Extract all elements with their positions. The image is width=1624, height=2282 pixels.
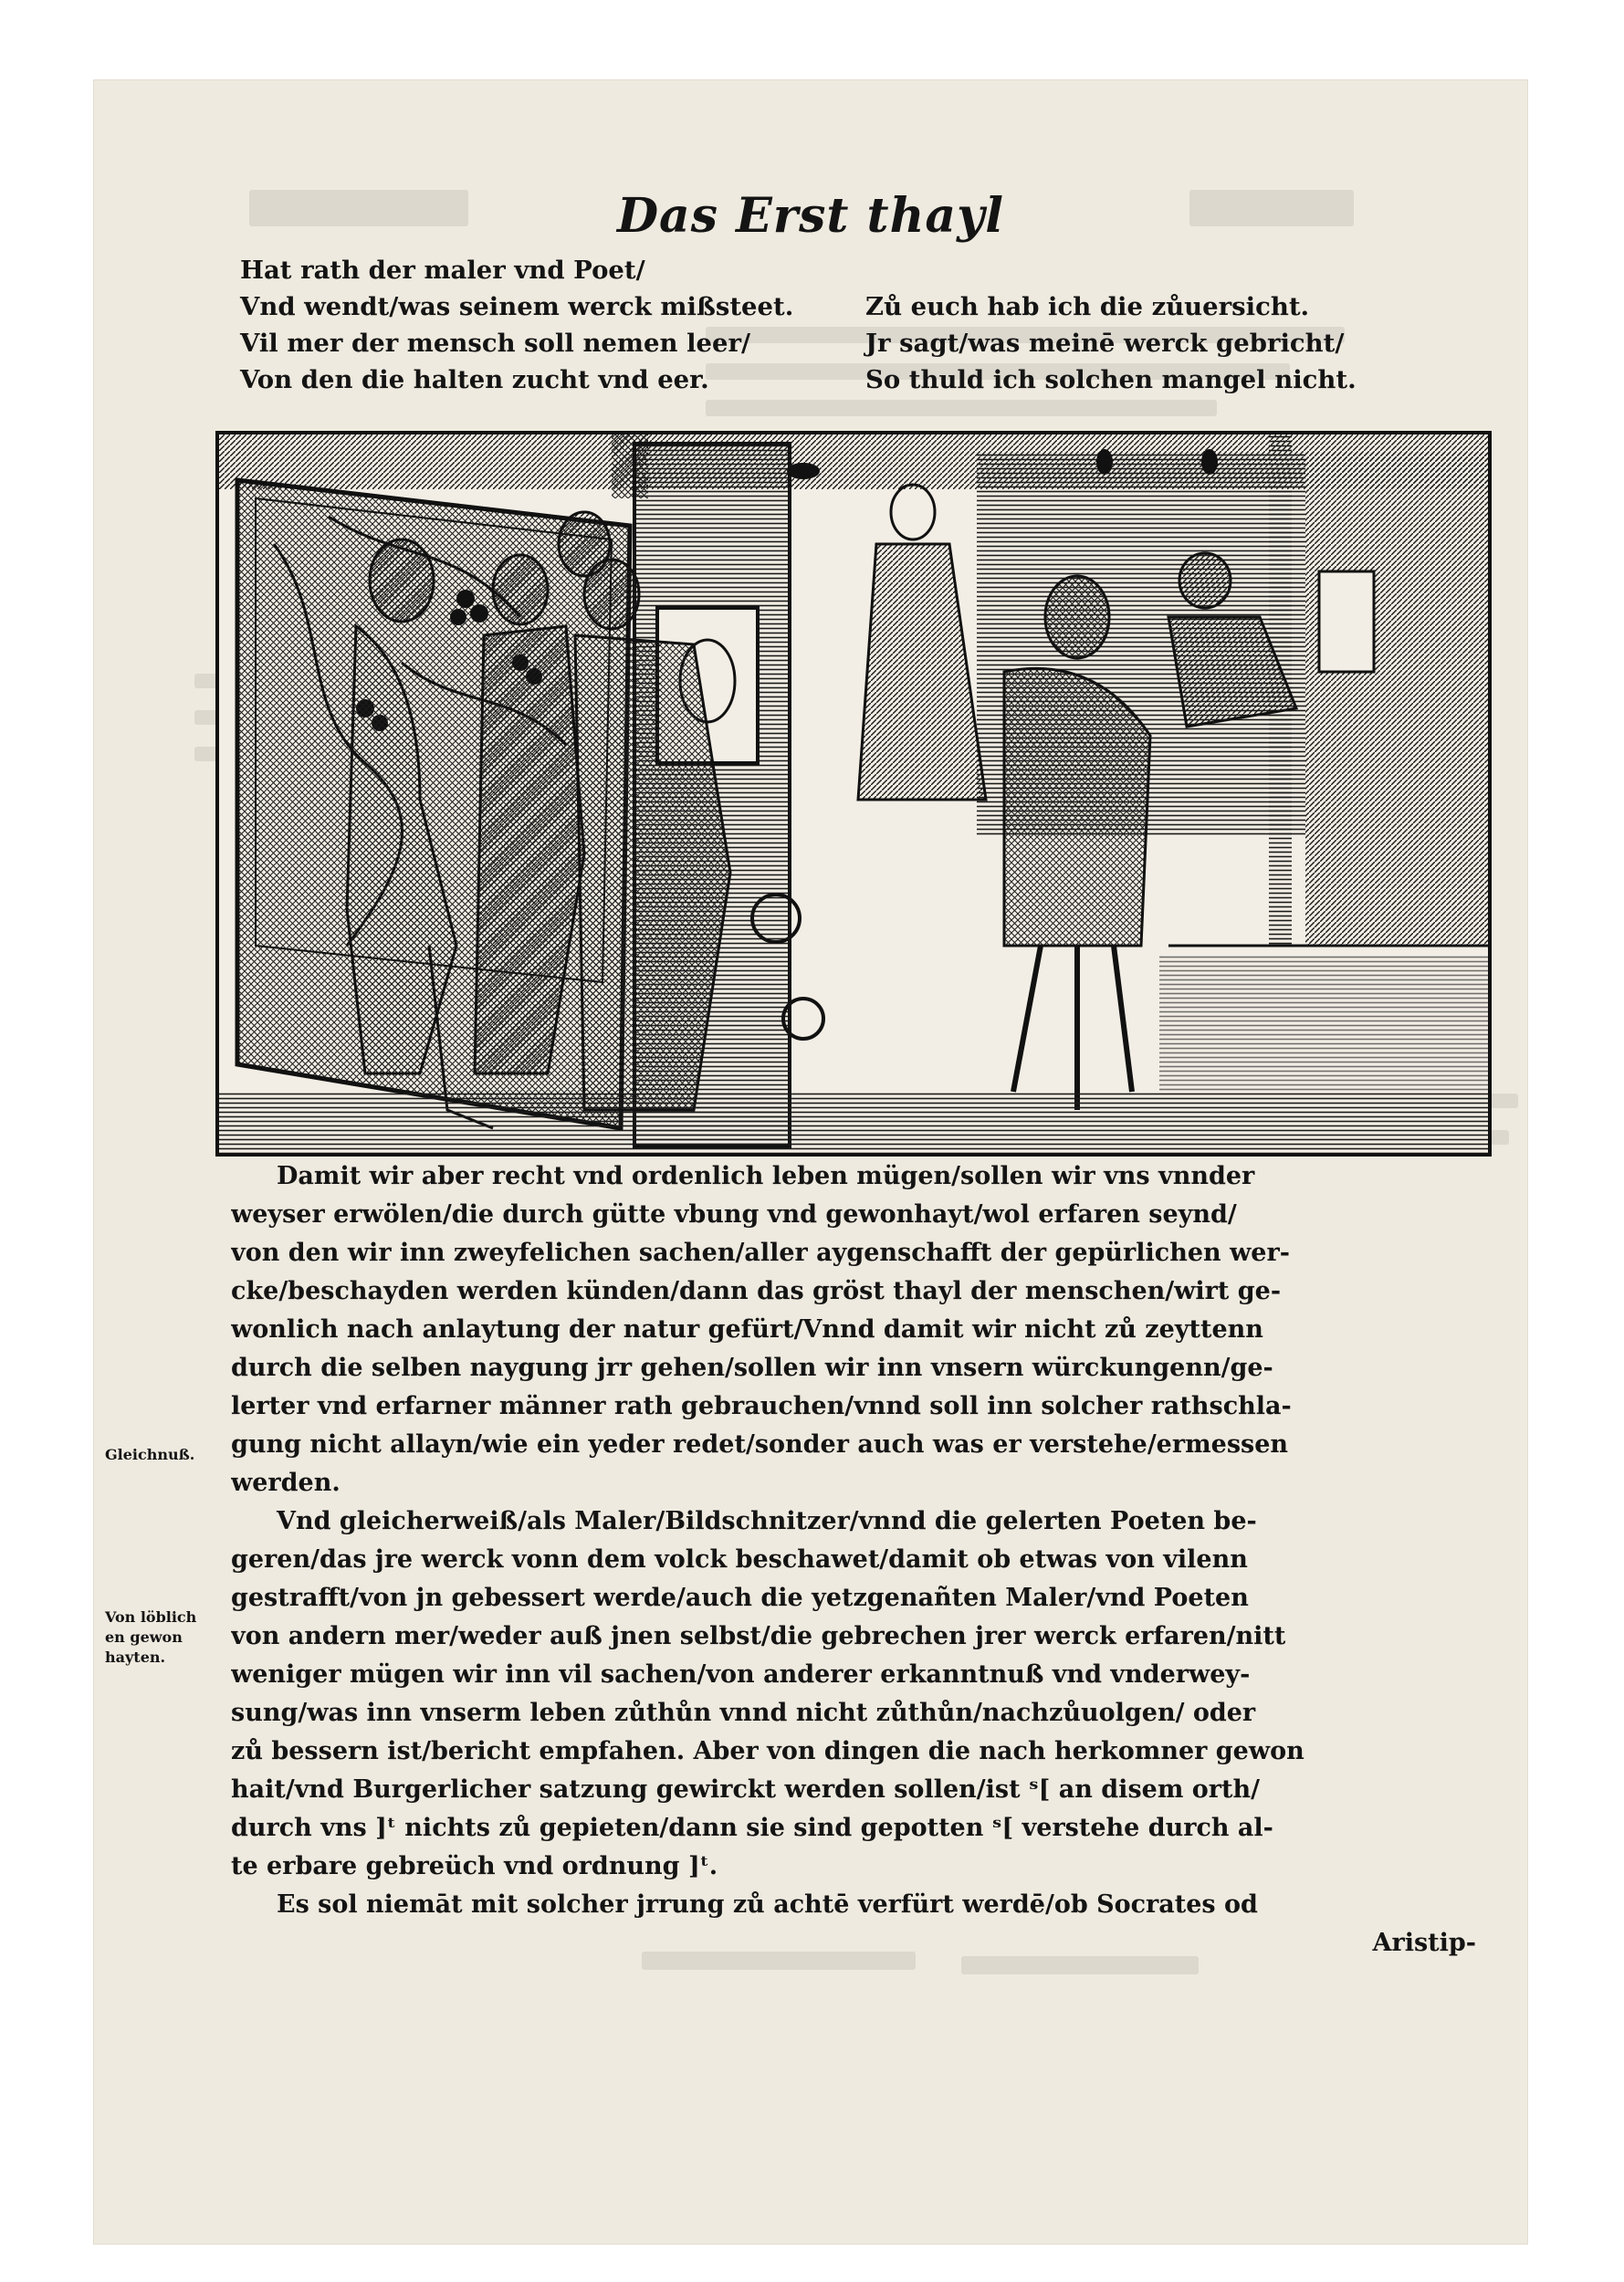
- text-line: cke/beschayden werden künden/dann das gröst thayl der menschen/wirt ge-: [231, 1277, 1282, 1305]
- book-page: [94, 80, 1527, 2244]
- text-line: durch die selben naygung jrr gehen/sollen wir inn vnsern würckungenn/ge-: [231, 1354, 1273, 1382]
- verse-row: [240, 252, 1482, 288]
- woodcut-image: [219, 434, 1488, 1153]
- text-line: Vnd gleicherweiß/als Maler/Bildschnitzer/vnnd die gelerten Poeten be-: [277, 1507, 1257, 1535]
- text-line: weniger mügen wir inn vil sachen/von anderer erkanntnuß vnd vnderwey-: [231, 1660, 1251, 1689]
- text-line: gung nicht allayn/wie ein yeder redet/sonder auch was er verstehe/ermessen: [231, 1430, 1289, 1459]
- text-line: zů bessern ist/bericht empfahen. Aber von dingen die nach herkomner gewon: [231, 1737, 1304, 1765]
- text-line: hait/vnd Burgerlicher satzung gewirckt werden sollen/ist ˢ[ an disem orth/: [231, 1775, 1260, 1804]
- verse-left: Von den die halten zucht vnd eer.: [240, 365, 709, 394]
- verse-right: Jr sagt/was meinē werck gebricht/: [865, 329, 1345, 358]
- margin-note: Von löblich en gewon hayten.: [105, 1608, 197, 1666]
- verse-block: [240, 252, 1482, 398]
- woodcut-illustration: [215, 431, 1492, 1157]
- text-line: durch vns ]ᵗ nichts zů gepieten/dann sie sind gepotten ˢ[ verstehe durch al-: [231, 1814, 1273, 1842]
- text-line: weyser erwölen/die durch gütte vbung vnd gewonhayt/wol erfaren seynd/: [231, 1200, 1237, 1229]
- verse-right: Zů euch hab ich die zůuersicht.: [865, 292, 1310, 321]
- text-line: Es sol niemāt mit solcher jrrung zů achtē verfürt werdē/ob Socrates od: [277, 1890, 1258, 1919]
- running-head: Das Erst thayl: [616, 188, 1005, 244]
- text-line: werden.: [231, 1469, 341, 1497]
- verse-row: [240, 361, 1482, 398]
- text-line: Damit wir aber recht vnd ordenlich leben mügen/sollen wir vns vnnder: [277, 1162, 1255, 1190]
- catchword: Aristip-: [1372, 1929, 1476, 1957]
- body-text: [231, 1157, 1485, 1963]
- verse-left: Hat rath der maler vnd Poet/: [240, 256, 645, 285]
- verse-left: Vnd wendt/was seinem werck mißsteet.: [240, 292, 794, 321]
- margin-note: Gleichnuß.: [105, 1446, 195, 1463]
- verse-right: So thuld ich solchen mangel nicht.: [865, 365, 1357, 394]
- text-line: te erbare gebreüch vnd ordnung ]ᵗ.: [231, 1852, 718, 1880]
- verse-row: [240, 288, 1482, 325]
- text-line: lerter vnd erfarner männer rath gebrauchen/vnnd soll inn solcher rathschla-: [231, 1392, 1292, 1420]
- verse-left: Vil mer der mensch soll nemen leer/: [240, 329, 751, 358]
- text-line: gestrafft/von jn gebessert werde/auch die yetzgenañten Maler/vnd Poeten: [231, 1584, 1249, 1612]
- text-line: sung/was inn vnserm leben zůthůn vnnd nicht zůthůn/nachzůuolgen/ oder: [231, 1699, 1256, 1727]
- text-line: wonlich nach anlaytung der natur gefürt/Vnnd damit wir nicht zů zeyttenn: [231, 1315, 1263, 1344]
- text-line: von andern mer/weder auß jnen selbst/die gebrechen jrer werck erfaren/nitt: [231, 1622, 1286, 1650]
- text-line: von den wir inn zweyfelichen sachen/aller aygenschafft der gepürlichen wer-: [231, 1239, 1290, 1267]
- text-line: geren/das jre werck vonn dem volck beschawet/damit ob etwas von vilenn: [231, 1545, 1248, 1574]
- verse-row: [240, 325, 1482, 361]
